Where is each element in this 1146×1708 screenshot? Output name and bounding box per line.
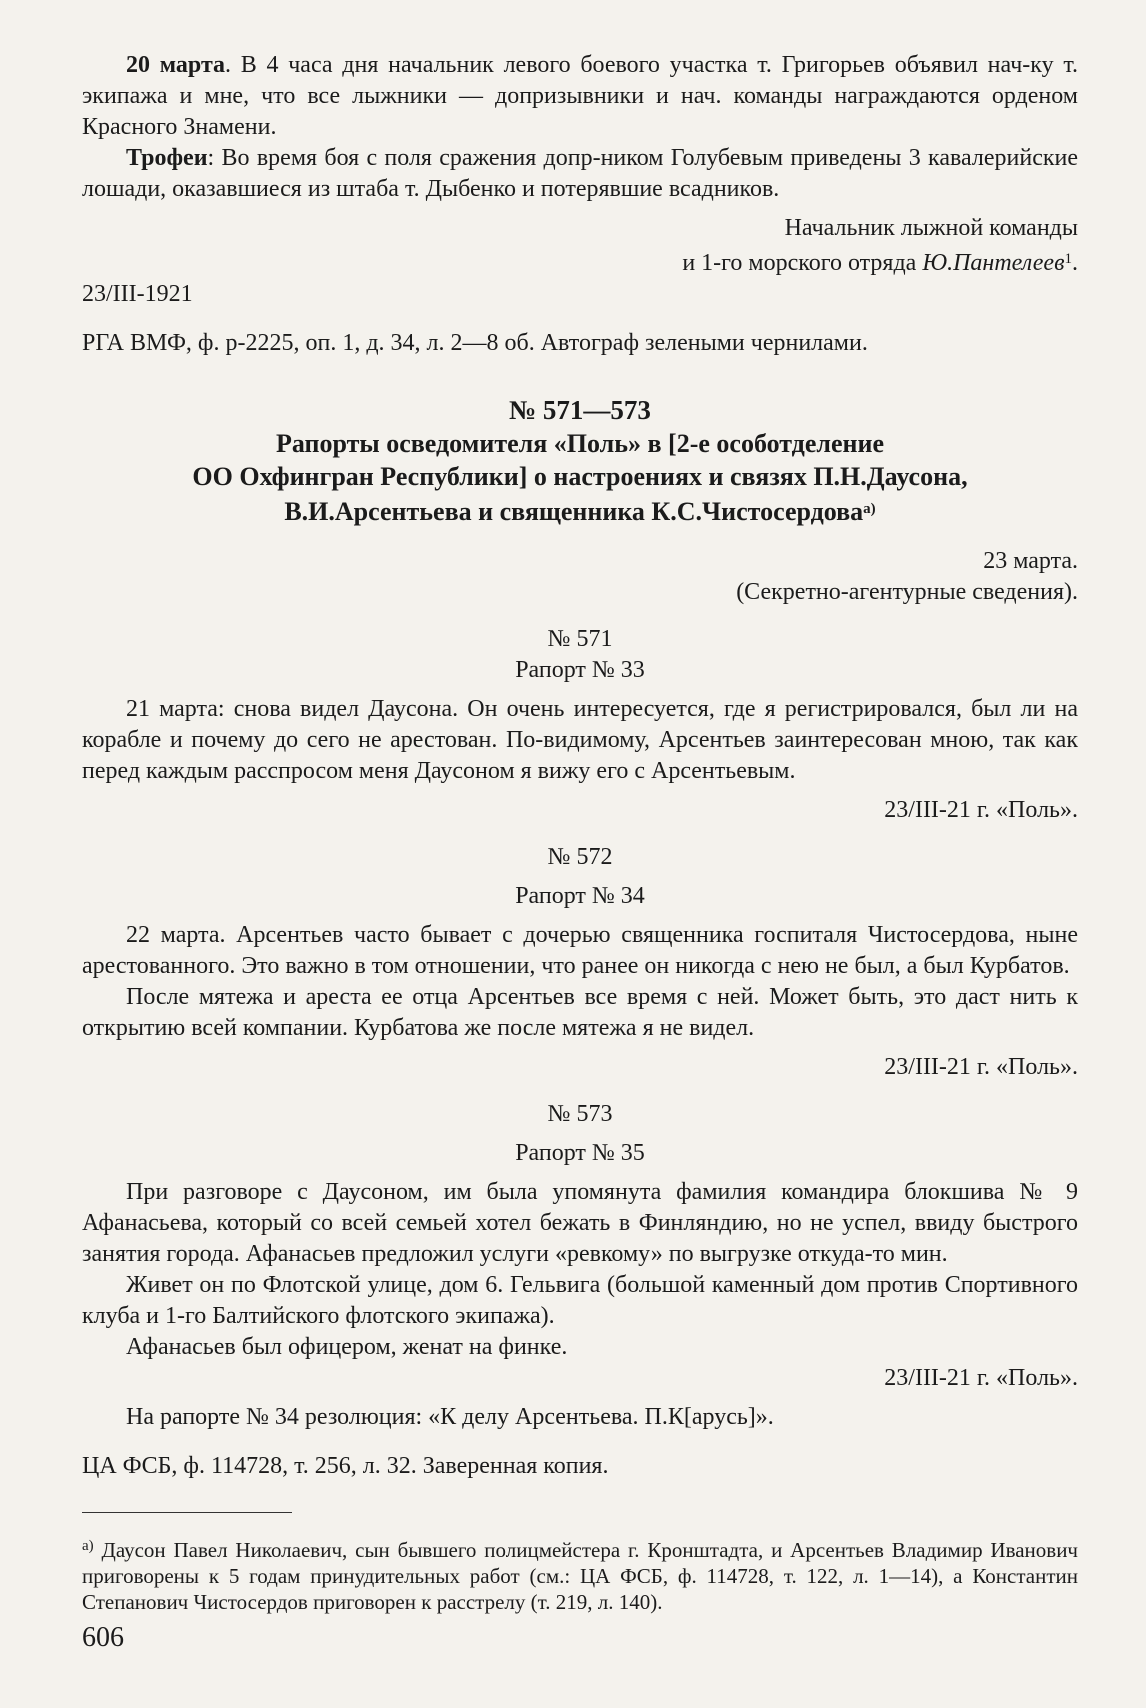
doc-573-archive-ref: ЦА ФСБ, ф. 114728, т. 256, л. 32. Заверенная копия. bbox=[82, 1453, 609, 1479]
section-title-line-1: Рапорты осведомителя «Поль» в [2-е особотделение bbox=[275, 429, 885, 458]
section-date: 23 марта. bbox=[983, 548, 1078, 574]
doc-571-number: № 571 bbox=[547, 626, 613, 652]
intro-paragraph-awards: 20 марта. В 4 часа дня начальник левого боевого участка т. Григорьев объявил нач-ку т. экипажа и мне, что все лыжники — допризывники и нач. команды награждаются орденом Красного Знамени. bbox=[82, 52, 1079, 140]
section-number: № 571—573 bbox=[509, 395, 651, 425]
doc-573-number: № 573 bbox=[547, 1101, 613, 1127]
doc-573-paragraph-1: При разговоре с Даусоном, им была упомянута фамилия командира блокшива № 9 Афанасьева, который со всей семьей хотел бежать в Финляндию, но не успел, ввиду быстрого занятия города. Афанасьев предложил услуги «ревкому» по выгрузке откуда-то мин. bbox=[82, 1179, 1078, 1267]
signature-title: Начальник лыжной команды bbox=[784, 215, 1078, 241]
section-classification: (Секретно-агентурные сведения). bbox=[736, 579, 1078, 605]
doc-572-report: Рапорт № 34 bbox=[515, 883, 645, 909]
doc-573-signature: 23/III-21 г. «Поль». bbox=[884, 1365, 1078, 1391]
page-number: 606 bbox=[82, 1622, 124, 1653]
doc-571-signature: 23/III-21 г. «Поль». bbox=[884, 797, 1078, 823]
doc-571-paragraph: 21 марта: снова видел Даусона. Он очень интересуется, где я регистрировался, был ли на корабле и почему до сего не арестован. По-видимому, Арсентьев заинтересован мною, так как перед каждым расспросом меня Даусоном я вижу его с Арсентьевым. bbox=[82, 696, 1078, 784]
section-title-line-3: В.И.Арсентьева и священника К.С.Чистосердова$^{а)}$ bbox=[284, 497, 876, 526]
footnote-mark: а) bbox=[82, 1538, 94, 1554]
doc-572-paragraph-2: После мятежа и ареста ее отца Арсентьев все время с ней. Может быть, это даст нить к открытию всей компании. Курбатова же после мятежа я не видел. bbox=[82, 984, 1078, 1041]
intro-paragraph-trophies: Трофеи: Во время боя с поля сражения допр-ником Голубевым приведены 3 кавалерийские лошади, оказавшиеся из штаба т. Дыбенко и потерявшие всадников. bbox=[82, 145, 1078, 202]
footnote-divider bbox=[82, 1512, 292, 1513]
doc-573-report: Рапорт № 35 bbox=[515, 1140, 645, 1166]
doc-572-number: № 572 bbox=[547, 844, 613, 870]
date-lead: 20 марта bbox=[126, 52, 226, 78]
section-title-line-2: ОО Охфингран Республики] о настроениях и связях П.Н.Даусона, bbox=[192, 462, 968, 491]
intro-archive-ref: РГА ВМФ, ф. р-2225, оп. 1, д. 34, л. 2—8 об. Автограф зелеными чернилами. bbox=[82, 330, 868, 356]
doc-573-resolution: На рапорте № 34 резолюция: «К делу Арсентьева. П.К[арусь]». bbox=[126, 1404, 774, 1430]
trophies-lead: Трофеи bbox=[126, 145, 208, 171]
doc-573-paragraph-2: Живет он по Флотской улице, дом 6. Гельвига (большой каменный дом против Спортивного клуба и 1-го Балтийского флотского экипажа). bbox=[82, 1272, 1078, 1329]
doc-573-paragraph-3: Афанасьев был офицером, женат на финке. bbox=[126, 1334, 568, 1360]
doc-572-signature: 23/III-21 г. «Поль». bbox=[884, 1054, 1078, 1080]
footnote: $^{а)}$ Даусон Павел Николаевич, сын бывшего полицмейстера г. Кронштадта, и Арсентьев Владимир Иванович приговорены к 5 годам принудительных работ (см.: ЦА ФСБ, ф. 114728, т. 122, л. 1—14), а Константин Степанович Чистосердов приговорен к расстрелу (т. 219, л. 140). bbox=[82, 1538, 1078, 1614]
doc-572-paragraph-1: 22 марта. Арсентьев часто бывает с дочерью священника госпиталя Чистосердова, ныне арестованного. Это важно в том отношении, что ранее он никогда с нею не был, а был Курбатов. bbox=[82, 922, 1078, 979]
intro-date: 23/III-1921 bbox=[82, 281, 193, 307]
signature-name: Ю.Пантелеев bbox=[922, 250, 1065, 276]
title-footnote-ref: а) bbox=[863, 501, 876, 517]
footnote-ref: 1 bbox=[1064, 251, 1072, 267]
doc-571-report: Рапорт № 33 bbox=[515, 657, 645, 683]
signature-line: и 1-го морского отряда Ю.Пантелеев$^1$. bbox=[682, 250, 1078, 276]
